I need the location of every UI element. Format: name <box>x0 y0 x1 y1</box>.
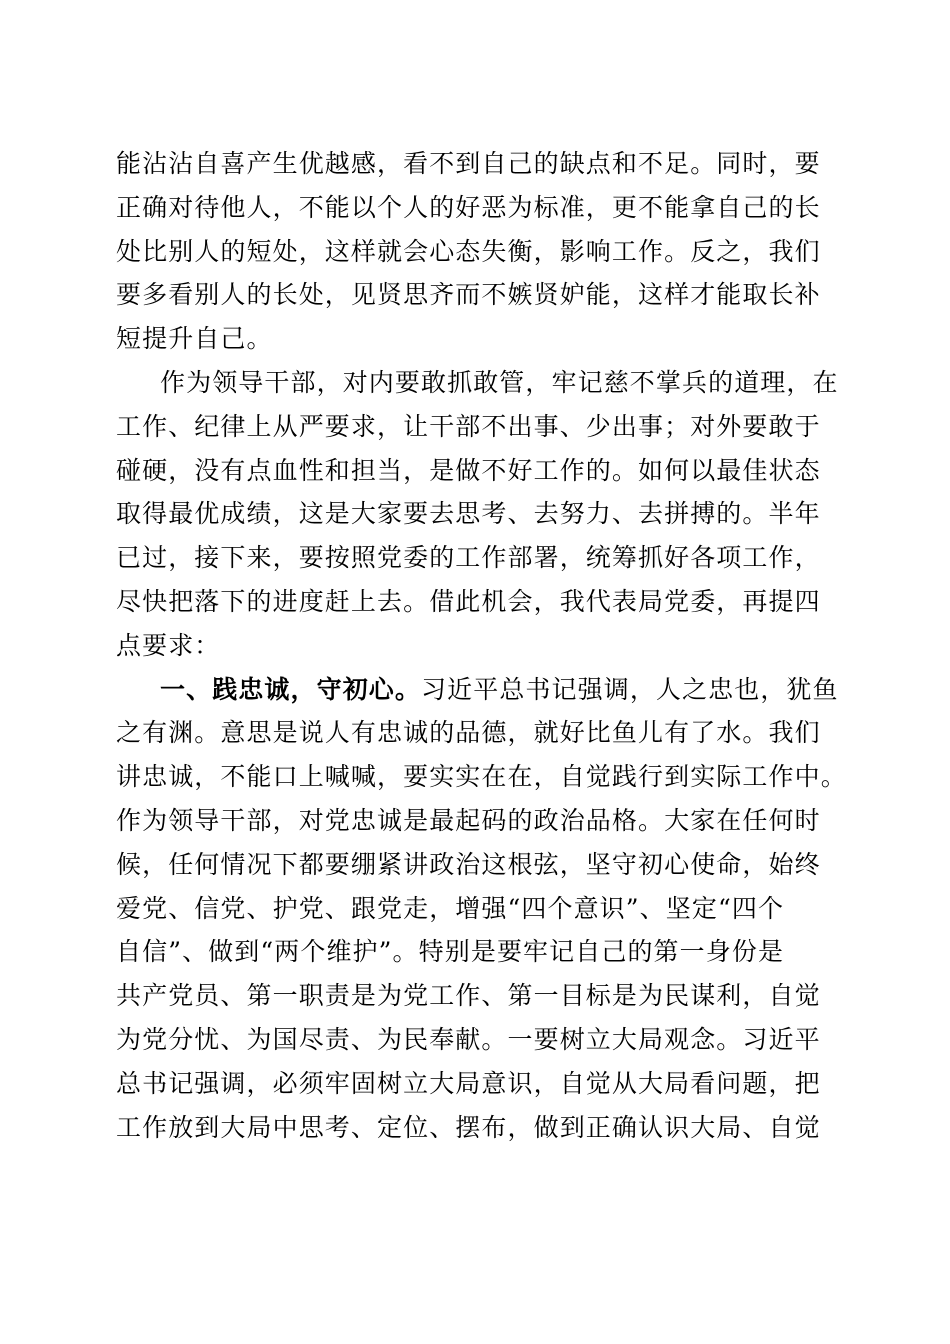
text-line: 碰硬，没有点血性和担当，是做不好工作的。如何以最佳状态 <box>116 455 821 485</box>
text-line: 工作放到大局中思考、定位、摆布，做到正确认识大局、自觉 <box>116 1112 821 1142</box>
text-line: 正确对待他人，不能以个人的好恶为标准，更不能拿自己的长 <box>116 192 821 222</box>
text-line: 作为领导干部，对党忠诚是最起码的政治品格。大家在任何时 <box>116 805 821 835</box>
text-line: 已过，接下来，要按照党委的工作部署，统筹抓好各项工作， <box>116 543 821 573</box>
text-line: 工作、纪律上从严要求，让干部不出事、少出事；对外要敢于 <box>116 411 821 441</box>
text-line: 之有渊。意思是说人有忠诚的品德，就好比鱼儿有了水。我们 <box>116 718 821 748</box>
text-line: 为党分忧、为国尽责、为民奉献。一要树立大局观念。习近平 <box>116 1024 821 1054</box>
section-heading-line <box>116 668 839 712</box>
text-line: 处比别人的短处，这样就会心态失衡，影响工作。反之，我们 <box>116 236 821 266</box>
text-line: 总书记强调，必须牢固树立大局意识，自觉从大局看问题，把 <box>116 1068 821 1098</box>
text-line: 点要求： <box>116 630 221 660</box>
text-line: 能沾沾自喜产生优越感，看不到自己的缺点和不足。同时，要 <box>116 149 821 178</box>
text-line: 要多看别人的长处，见贤思齐而不嫉贤妒能，这样才能取长补 <box>116 280 821 310</box>
text-line: 共产党员、第一职责是为党工作、第一目标是为民谋利，自觉 <box>116 981 821 1011</box>
section-heading: 一、践忠诚，守初心。 <box>160 674 422 704</box>
section-heading-text: 习近平总书记强调，人之忠也，犹鱼 <box>421 674 839 704</box>
text-line: 自信”、做到“两个维护”。特别是要牢记自己的第一身份是 <box>116 937 785 967</box>
text-line: 取得最优成绩，这是大家要去思考、去努力、去拼搏的。半年 <box>116 499 821 529</box>
text-line: 爱党、信党、护党、跟党走，增强“四个意识”、坚定“四个 <box>116 893 785 923</box>
text-line: 候，任何情况下都要绷紧讲政治这根弦，坚守初心使命，始终 <box>116 849 821 879</box>
text-line: 短提升自己。 <box>116 324 273 354</box>
text-line: 讲忠诚，不能口上喊喊，要实实在在，自觉践行到实际工作中。 <box>116 762 847 792</box>
paragraph-start-line: 作为领导干部，对内要敢抓敢管，牢记慈不掌兵的道理，在 <box>160 367 839 397</box>
document-body <box>116 142 847 1149</box>
text-line: 尽快把落下的进度赶上去。借此机会，我代表局党委，再提四 <box>116 586 821 616</box>
